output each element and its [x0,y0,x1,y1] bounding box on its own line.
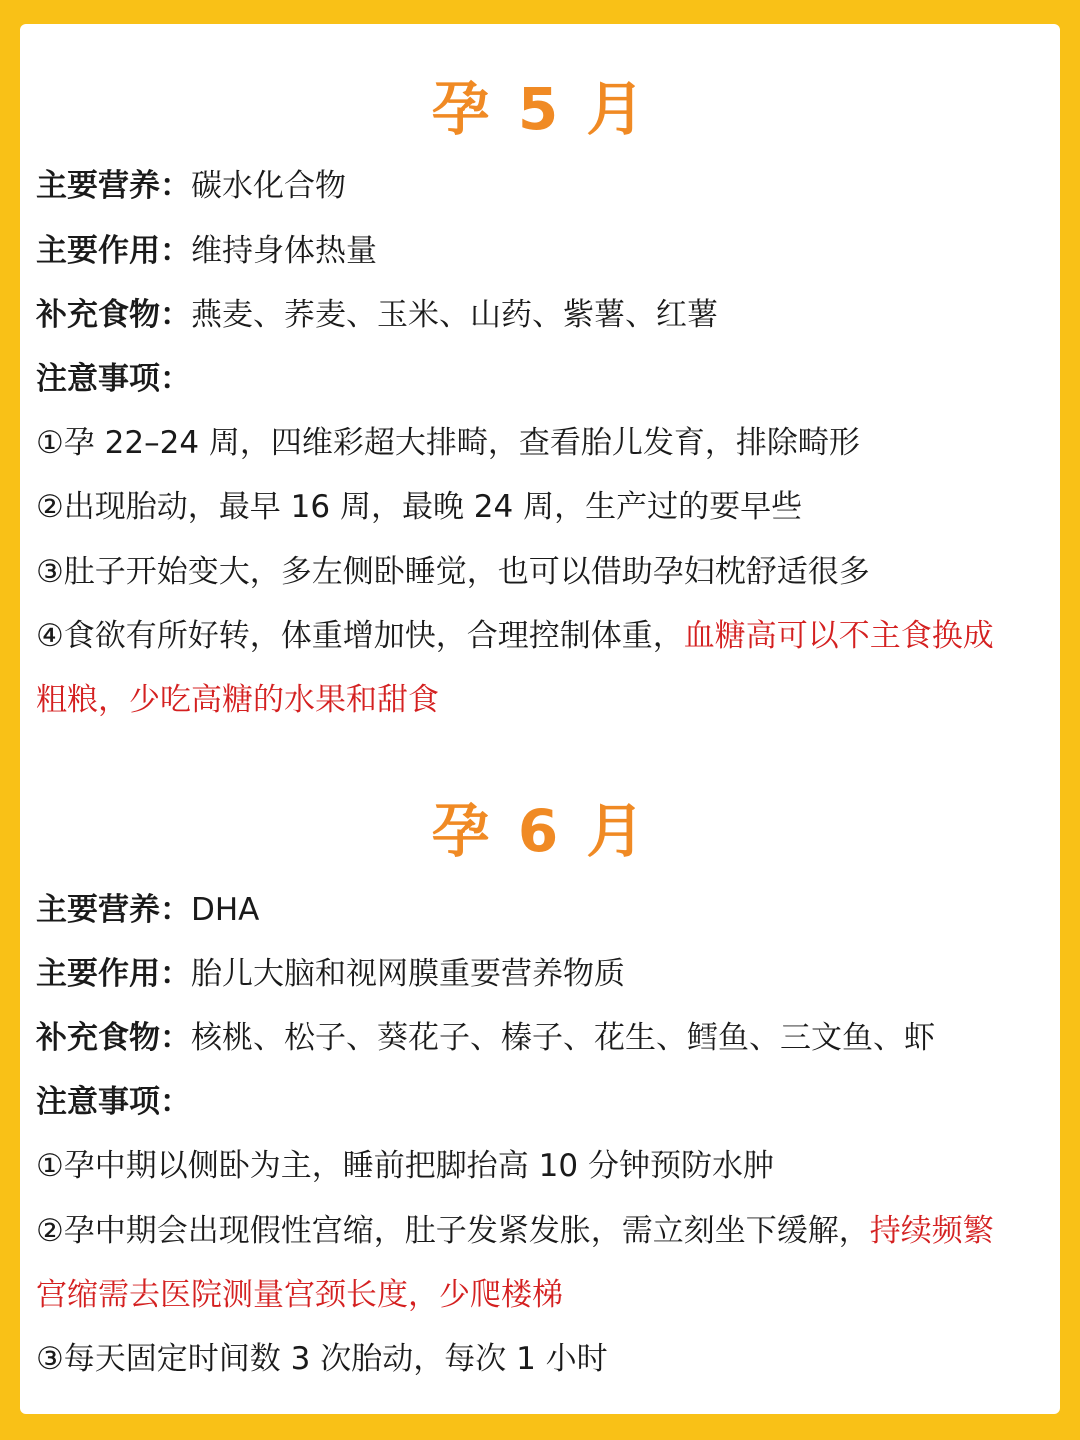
note-item: ③每天固定时间数 3 次胎动，每次 1 小时 [36,1341,608,1377]
note-item [36,616,1046,656]
note-highlight: 血糖高可以不主食换成 [683,618,994,654]
foods-value: 核桃、松子、葵花子、榛子、花生、鳕鱼、三文鱼、虾 [191,1020,935,1056]
nutrition-value: DHA [191,892,260,928]
function-value: 维持身体热量 [191,233,377,269]
content-card [20,24,1060,1414]
notes-heading [36,359,1046,399]
notes-label: 注意事项： [36,1084,191,1120]
function-label: 主要作用： [36,956,191,992]
note-highlight-continuation: 宫缩需去医院测量宫颈长度，少爬楼梯 [36,1277,563,1313]
note-text: ②孕中期会出现假性宫缩，肚子发紧发胀，需立刻坐下缓解， [36,1213,870,1249]
nutrition-value: 碳水化合物 [191,168,346,204]
foods-label: 补充食物： [36,297,191,333]
note-item: ③肚子开始变大，多左侧卧睡觉，也可以借助孕妇枕舒适很多 [36,554,870,590]
nutrition-row [36,166,1046,206]
note-item: ①孕 22–24 周，四维彩超大排畸，查看胎儿发育，排除畸形 [36,425,860,461]
note-item: ②出现胎动，最早 16 周，最晚 24 周，生产过的要早些 [36,489,803,525]
foods-row [36,1018,1046,1058]
function-label: 主要作用： [36,233,191,269]
note-highlight-continuation: 粗粮，少吃高糖的水果和甜食 [36,682,439,718]
foods-label: 补充食物： [36,1020,191,1056]
section-title-month-6: 孕 6 月 [431,797,649,865]
note-highlight: 持续频繁 [869,1213,994,1249]
section-title-month-5: 孕 5 月 [431,75,649,143]
nutrition-row [36,890,1046,930]
note-item [36,1211,1046,1251]
foods-row [36,295,1046,335]
note-text: ④食欲有所好转，体重增加快，合理控制体重， [36,618,684,654]
foods-value: 燕麦、荞麦、玉米、山药、紫薯、红薯 [191,297,718,333]
function-row [36,954,1046,994]
function-value: 胎儿大脑和视网膜重要营养物质 [191,956,625,992]
nutrition-label: 主要营养： [36,892,191,928]
nutrition-label: 主要营养： [36,168,191,204]
notes-label: 注意事项： [36,361,191,397]
note-item: ①孕中期以侧卧为主，睡前把脚抬高 10 分钟预防水肿 [36,1148,774,1184]
notes-heading [36,1082,1046,1122]
function-row [36,231,1046,271]
